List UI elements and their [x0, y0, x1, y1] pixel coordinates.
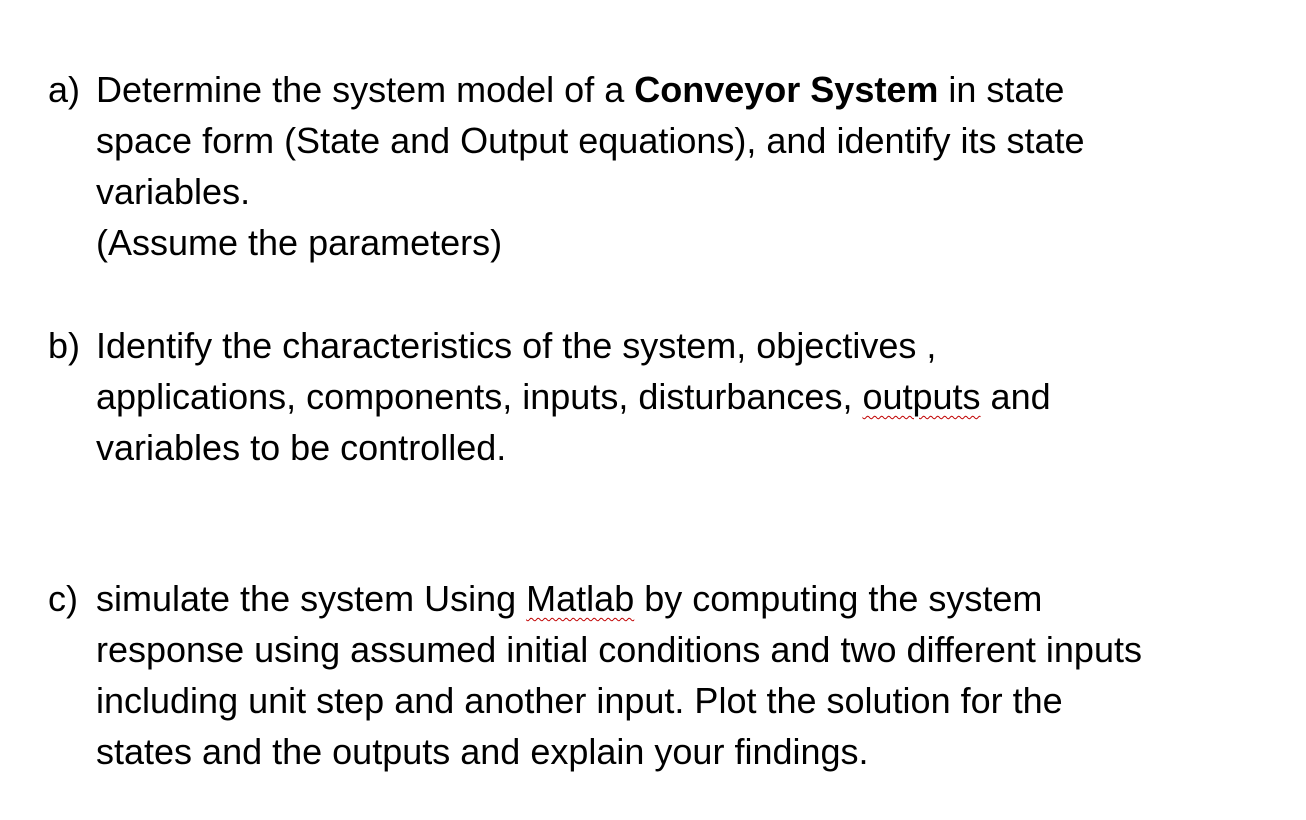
question-c-line-2: response using assumed initial conditions and two different inputs [96, 629, 1142, 670]
question-c-line-3: including unit step and another input. Plot the solution for the [96, 680, 1063, 721]
question-b [48, 320, 1248, 473]
question-a-line-3: variables. [96, 171, 251, 212]
question-a-line-1-end: in state [938, 69, 1065, 110]
question-a-marker: a) [48, 69, 81, 110]
conveyor-system-emphasis: Conveyor System [634, 69, 939, 110]
question-b-line-2 [48, 371, 1248, 422]
question-b-line-2-end: and [980, 376, 1051, 417]
question-c-line-1 [48, 573, 1248, 624]
question-a-line-2: space form (State and Output equations), and identify its state [96, 120, 1085, 161]
question-b-line-2-start: applications, components, inputs, disturbances, [96, 376, 863, 417]
question-c-line-4: states and the outputs and explain your findings. [96, 731, 869, 772]
question-c-marker: c) [48, 578, 78, 619]
question-a-line-1-start: Determine the system model of a [96, 69, 635, 110]
question-c-line-1-start: simulate the system Using [96, 578, 527, 619]
question-a [48, 64, 1248, 268]
question-a-line-4: (Assume the parameters) [96, 222, 503, 263]
question-c-line-1-end: by computing the system [634, 578, 1043, 619]
question-b-line-1: Identify the characteristics of the system, objectives , [96, 325, 937, 366]
spellcheck-flagged-word: Matlab [526, 578, 635, 619]
question-a-line-1 [48, 64, 1248, 115]
question-b-line-3: variables to be controlled. [96, 427, 507, 468]
spellcheck-flagged-word: outputs [862, 376, 981, 417]
question-c [48, 573, 1248, 777]
question-b-marker: b) [48, 325, 81, 366]
